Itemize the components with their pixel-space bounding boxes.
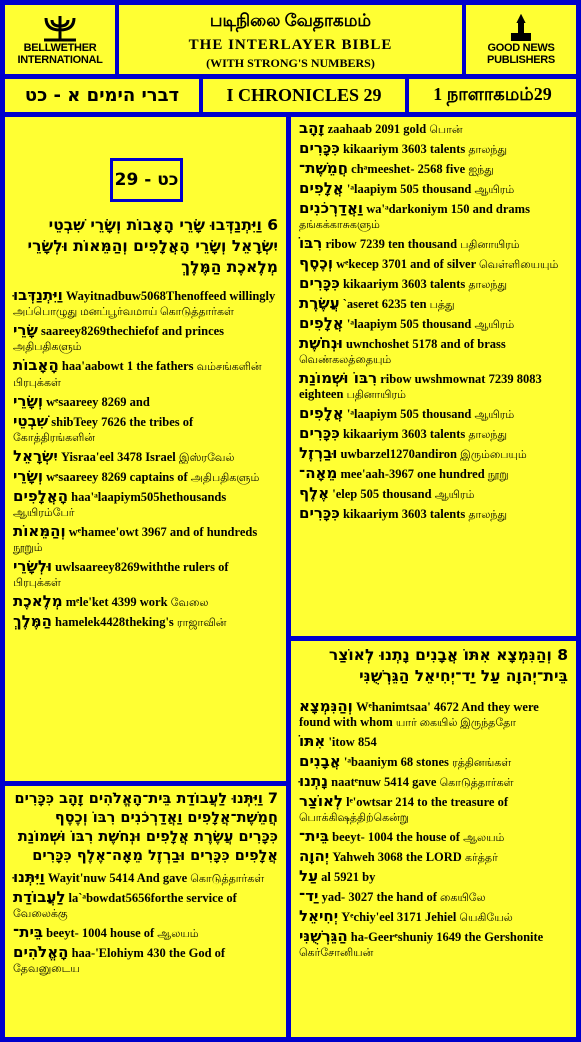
tamil-gloss: ஆலயம்	[157, 928, 199, 940]
word-row	[13, 870, 278, 887]
hebrew-word: מֵאָה־	[299, 464, 338, 482]
hebrew-word: כִּכָּרִים	[299, 274, 340, 292]
hebrew-word: וְכֶסֶף	[299, 254, 333, 272]
hand-torch-icon	[504, 14, 538, 42]
verse-6-panel	[5, 117, 286, 781]
hebrew-word: הַגֵּרְשֻׁנִּי	[299, 927, 348, 945]
hebrew-word: נָתְנוּ	[299, 772, 328, 790]
word-row	[299, 256, 568, 273]
transliteration-gloss: 'elep 505 thousand	[332, 487, 432, 501]
hebrew-word: וּבַרְזֶל	[299, 444, 338, 462]
word-row	[299, 161, 568, 178]
transliteration-gloss: wᵉhamee'owt 3967 and of hundreds	[68, 525, 258, 539]
transliteration-gloss: mᵉle'ket 4399 work	[65, 595, 168, 609]
hebrew-reference: דברי הימים א - כט	[5, 79, 199, 112]
transliteration-gloss: Yisraa'eel 3478 Israel	[60, 450, 176, 464]
transliteration-gloss: al 5921 by	[321, 870, 376, 884]
transliteration-gloss: Wayitnadbuw5068Thenoffeed willingly	[65, 289, 276, 303]
tamil-gloss: கையிலே	[440, 892, 486, 904]
transliteration-gloss: uwnchoshet 5178 and of brass	[346, 337, 506, 351]
tamil-gloss: ஆயிரம்	[474, 319, 515, 331]
word-row	[13, 323, 278, 355]
word-row	[13, 489, 278, 521]
chapter-number-box: כט - 29	[110, 158, 183, 202]
transliteration-gloss: wᵉsaareey 8269 captains of	[46, 470, 188, 484]
tamil-gloss: தாலந்து	[468, 279, 508, 291]
word-row	[299, 141, 568, 158]
transliteration-gloss: zaahaab 2091 gold	[327, 122, 427, 136]
word-row	[299, 276, 568, 293]
tamil-gloss: பத்து	[429, 299, 455, 311]
transliteration-gloss: beeyt- 1004 house of	[46, 926, 155, 940]
hebrew-word: הָאֱלֹהִים	[13, 943, 69, 961]
hebrew-word: וַיִּתְנַדְּבוּ	[13, 286, 63, 304]
transliteration-gloss: Yahweh 3068 the LORD	[332, 850, 462, 864]
transliteration-gloss: shibTeey 7626 the tribes of	[51, 415, 194, 429]
tamil-gloss: ஆயிரம்	[474, 409, 515, 421]
hebrew-word: עַל	[299, 867, 319, 885]
tamil-gloss: யெகியேல்	[459, 912, 513, 924]
word-row	[299, 466, 568, 483]
tamil-gloss: தாலந்து	[468, 429, 508, 441]
hebrew-word: אֲלָפִים	[299, 179, 344, 197]
transliteration-gloss: wᵉkecep 3701 and of silver	[336, 257, 476, 271]
hebrew-word: וְשָׂרֵי	[13, 467, 43, 485]
hebrew-word: רִבּוֹ	[299, 234, 323, 252]
word-row	[299, 506, 568, 523]
tamil-gloss: நூறு	[487, 469, 509, 481]
tamil-gloss: கெர்சோனியன்	[299, 947, 374, 959]
tamil-gloss: ரத்தினங்கள்	[452, 757, 512, 769]
transliteration-gloss: Wayit'nuw 5414 And gave	[47, 871, 188, 885]
hebrew-word: וַאֲדַרְכֹנִים	[299, 199, 364, 217]
transliteration-gloss: kikaariym 3603 talents	[343, 427, 466, 441]
title-tamil: படிநிலை வேதாகமம்	[209, 11, 372, 30]
hebrew-word: וּנְחֹשֶׁת	[299, 334, 343, 352]
hebrew-word: הַמֶּלֶךְ	[13, 612, 52, 630]
tamil-gloss: கோத்திரங்களின்	[13, 432, 95, 444]
hebrew-word: לַעֲבוֹדַת	[13, 888, 66, 906]
title-block	[119, 5, 462, 74]
verse-7-panel	[5, 786, 286, 1037]
word-row	[299, 426, 568, 443]
transliteration-gloss: Wᵉhanimtsaa' 4672 And they were found with whom	[299, 700, 539, 729]
word-row	[299, 889, 568, 906]
transliteration-gloss: 'ᵃbaaniym 68 stones	[343, 755, 449, 769]
transliteration-gloss: lᵉ'owtsar 214 to the treasure of	[346, 795, 508, 809]
good-news-logo	[466, 5, 576, 74]
hebrew-word: לְאוֹצַר	[299, 792, 343, 810]
left-logo-text: BELLWETHER INTERNATIONAL	[17, 41, 103, 66]
menorah-icon	[40, 14, 80, 42]
transliteration-gloss: kikaariym 3603 talents	[343, 277, 466, 291]
hebrew-word: אֲלָפִים	[299, 314, 344, 332]
word-row	[13, 358, 278, 391]
tamil-gloss: கொடுத்தார்கள்	[190, 873, 265, 885]
word-row	[13, 594, 278, 611]
tamil-gloss: ஆலயம்	[463, 832, 505, 844]
hebrew-word: שָׂרֵי	[13, 321, 38, 339]
tamil-gloss: பொன்	[429, 124, 463, 136]
tamil-gloss: பொக்கிஷத்திற்கென்று	[299, 812, 409, 824]
hebrew-word: יַד־	[299, 887, 319, 905]
hebrew-word: עֲשֶׂרֶת	[299, 294, 340, 312]
hebrew-word: וְשָׂרֵי	[13, 392, 43, 410]
tamil-gloss: வம்சங்களின் பிரபுக்கள்	[13, 361, 262, 389]
word-row	[299, 336, 568, 368]
tamil-gloss: பிரபுக்கள்	[13, 577, 61, 589]
word-row	[299, 316, 568, 333]
transliteration-gloss: wᵉsaareey 8269 and	[46, 395, 150, 409]
word-row	[299, 869, 568, 886]
right-logo-text: GOOD NEWS PUBLISHERS	[487, 41, 555, 66]
tamil-gloss: அதிபதிகளும்	[13, 341, 82, 353]
word-row	[13, 890, 278, 922]
tamil-gloss: அப்பொழுது மனப்பூர்வமாய் கொடுத்தார்கள்	[13, 306, 234, 318]
word-row	[299, 181, 568, 198]
word-row	[299, 406, 568, 423]
transliteration-gloss: uwbarzel1270andiron	[340, 447, 457, 461]
hebrew-word: הָאָבוֹת	[13, 356, 59, 374]
hebrew-word: אִתּוֹ	[299, 732, 326, 750]
word-row	[13, 925, 278, 942]
hebrew-word: יְחִיאֵל	[299, 907, 339, 925]
tamil-gloss: நூறும்	[13, 542, 43, 554]
tamil-gloss: அதிபதிகளும்	[190, 472, 260, 484]
tamil-gloss: தேவனுடைய	[13, 963, 80, 975]
verse-7-hebrew: 7 וַיִּתְּנוּ לַעֲבוֹדַת בֵּית־הָאֱלֹהִים זָהָב כִּכָּרִים חֲמֵשֶׁת־אֲלָפִים וַאֲדַרְכֹנִים רִבּוֹ וְכֶסֶף כִּכָּרִים עֲשֶׂרֶת אֲלָפִים וּנְחֹשֶׁת רִבּוֹ וּשְׁמוֹנַת אֲלָפִים כִּכָּרִים וּבַרְזֶל מֵאָה־אֶלֶף כִּכָּרִים	[14, 791, 278, 864]
transliteration-gloss: kikaariym 3603 talents	[343, 142, 466, 156]
hebrew-word: וְהַמֵּאוֹת	[13, 522, 66, 540]
tamil-gloss: பதினாயிரம்	[460, 239, 520, 251]
transliteration-gloss: mee'aah-3967 one hundred	[340, 467, 485, 481]
tamil-gloss: வேலை	[170, 597, 209, 609]
word-row	[13, 559, 278, 591]
word-row	[13, 394, 278, 411]
word-row	[13, 414, 278, 446]
word-row	[299, 849, 568, 866]
hebrew-word: אֲלָפִים	[299, 404, 344, 422]
word-row	[299, 909, 568, 926]
word-row	[299, 929, 568, 961]
word-row	[13, 469, 278, 486]
transliteration-gloss: 'ᵃlaapiym 505 thousand	[346, 407, 472, 421]
hebrew-word: זָהָב	[299, 119, 325, 137]
transliteration-gloss: haa'aabowt 1 the fathers	[61, 359, 194, 373]
transliteration-gloss: saareey8269thechiefof and princes	[40, 324, 225, 338]
word-row	[13, 449, 278, 466]
word-row	[299, 754, 568, 771]
transliteration-gloss: 'ᵃlaapiym 505 thousand	[346, 182, 472, 196]
hebrew-word: כִּכָּרִים	[299, 504, 340, 522]
tamil-gloss: ஆயிரம்	[434, 489, 475, 501]
hebrew-word: וַיִּתְּנוּ	[13, 868, 45, 886]
hebrew-word: יִשְׂרָאֵל	[13, 447, 58, 465]
tamil-gloss: இரும்பையும்	[460, 449, 527, 461]
transliteration-gloss: 'ᵃlaapiym 505 thousand	[346, 317, 472, 331]
hebrew-word: יְהוָה	[299, 847, 330, 865]
tamil-gloss: யார் கையில் இருந்ததோ	[395, 717, 517, 729]
hebrew-word: בֵּית־	[299, 827, 330, 845]
word-row	[299, 236, 568, 253]
word-row	[299, 699, 568, 731]
tamil-gloss: வேலைக்கு	[13, 908, 68, 920]
tamil-gloss: வெள்ளியையும்	[479, 259, 559, 271]
tamil-gloss: பதினாயிரம்	[346, 389, 406, 401]
hebrew-word: אֶלֶף	[299, 484, 330, 502]
verse-8-panel	[291, 641, 576, 1037]
tamil-gloss: தாலந்து	[468, 144, 508, 156]
tamil-gloss: ஆயிரம்	[474, 184, 515, 196]
english-reference: I CHRONICLES 29	[203, 79, 405, 112]
transliteration-gloss: la`ᵃbowdat5656forthe service of	[68, 891, 237, 905]
tamil-gloss: கர்த்தர்	[464, 852, 498, 864]
tamil-gloss: தங்கக்காசுகளும்	[299, 219, 380, 231]
transliteration-gloss: yad- 3027 the hand of	[321, 890, 437, 904]
hebrew-word: וְהַנִּמְצָא	[299, 697, 353, 715]
tamil-gloss: இஸ்ரவேல்	[178, 452, 235, 464]
word-row	[13, 288, 278, 320]
hebrew-word: בֵּית־	[13, 923, 44, 941]
transliteration-gloss: ha-Geerᵉshuniy 1649 the Gershonite	[350, 930, 544, 944]
tamil-gloss: ஐந்து	[468, 164, 494, 176]
transliteration-gloss: haa'ᵃlaapiym505hethousands	[71, 490, 227, 504]
hebrew-word: אֲבָנִים	[299, 752, 341, 770]
subtitle: (WITH STRONG'S NUMBERS)	[206, 56, 375, 70]
word-row	[299, 296, 568, 313]
transliteration-gloss: ribow 7239 ten thousand	[325, 237, 458, 251]
hebrew-word: מְלֶאכֶת	[13, 592, 63, 610]
tamil-reference: 1 நாளாகமம்29	[409, 79, 576, 112]
word-row	[299, 486, 568, 503]
bellwether-logo	[5, 5, 115, 74]
transliteration-gloss: kikaariym 3603 talents	[343, 507, 466, 521]
hebrew-word: שִׁבְטֵי	[13, 412, 49, 430]
hebrew-word: הָאֲלָפִים	[13, 487, 69, 505]
word-row	[299, 774, 568, 791]
hebrew-word: כִּכָּרִים	[299, 139, 340, 157]
hebrew-word: כִּכָּרִים	[299, 424, 340, 442]
hebrew-word: וּלְשָׂרֵי	[13, 557, 53, 575]
tamil-gloss: கொடுத்தார்கள்	[439, 777, 514, 789]
hebrew-word: חֲמֵשֶׁת־	[299, 159, 349, 177]
verse-8-hebrew: 8 וְהַנִּמְצָא אִתּוֹ אֲבָנִים נָתְנוּ לְאוֹצַר בֵּית־יְהוָה עַל יַד־יְחִיאֵל הַגֵּרְשֻׁנִּי	[328, 646, 568, 685]
word-row	[13, 524, 278, 556]
transliteration-gloss: chᵃmeeshet- 2568 five	[351, 162, 466, 176]
word-row	[299, 794, 568, 826]
tamil-gloss: வெண்கலத்தையும்	[299, 354, 392, 366]
transliteration-gloss: naatᵉnuw 5414 gave	[331, 775, 437, 789]
word-row	[13, 945, 278, 977]
tamil-gloss: தாலந்து	[468, 509, 508, 521]
title-english: THE INTERLAYER BIBLE	[188, 37, 393, 53]
transliteration-gloss: haa-'Elohiym 430 the God of	[71, 946, 226, 960]
transliteration-gloss: ribow uwshmownat 7239 8083 eighteen	[299, 372, 542, 401]
word-row	[299, 446, 568, 463]
verse-6-hebrew: 6 וַיִּתְנַדְּבוּ שָׂרֵי הָאָבוֹת וְשָׂרֵי שִׁבְטֵי יִשְׂרָאֵל וְשָׂרֵי הָאֲלָפִים וְהַמֵּאוֹת וּלְשָׂרֵי מְלֶאכֶת הַמֶּלֶךְ	[27, 216, 278, 276]
transliteration-gloss: `aseret 6235 ten	[342, 297, 427, 311]
word-row	[299, 829, 568, 846]
transliteration-gloss: uwlsaareey8269withthe rulers of	[55, 560, 229, 574]
hebrew-word: רִבּוֹ וּשְׁמוֹנַת	[299, 369, 378, 387]
transliteration-gloss: hamelek4428theking's	[55, 615, 174, 629]
word-row	[299, 201, 568, 233]
transliteration-gloss: 'itow 854	[328, 735, 377, 749]
word-row	[299, 121, 568, 138]
word-row	[299, 734, 568, 751]
tamil-gloss: ஆயிரம்பேர்	[13, 507, 75, 519]
tamil-gloss: ராஜாவின்	[176, 617, 227, 629]
word-row	[13, 614, 278, 631]
transliteration-gloss: wa'ᵃdarkoniym 150 and drams	[366, 202, 530, 216]
transliteration-gloss: Yᵉchiy'eel 3171 Jehiel	[341, 910, 457, 924]
transliteration-gloss: beeyt- 1004 the house of	[332, 830, 460, 844]
verse-7-continued-panel	[291, 117, 576, 636]
word-row	[299, 371, 568, 403]
